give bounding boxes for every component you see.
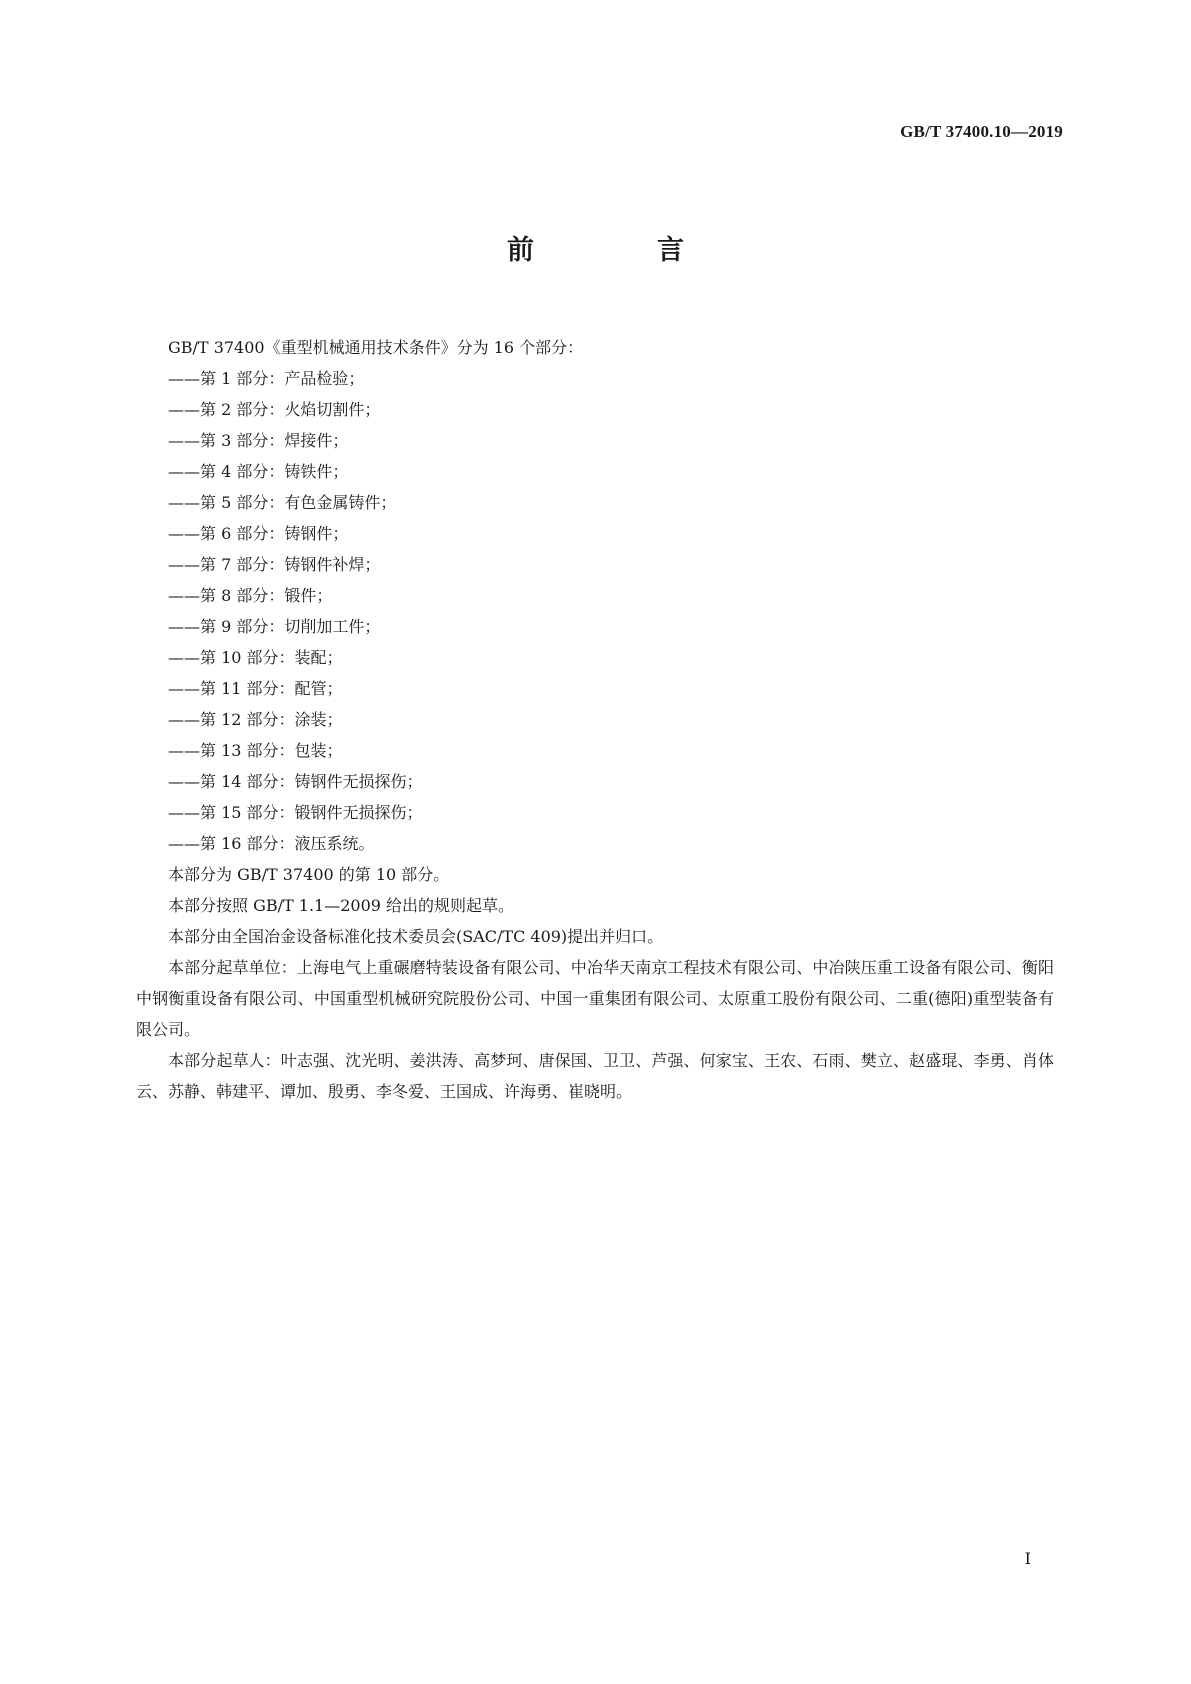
list-item: ——第 10 部分：装配； xyxy=(168,648,343,667)
list-item: ——第 5 部分：有色金属铸件； xyxy=(168,493,397,512)
page-number: I xyxy=(1024,1549,1031,1568)
document-body xyxy=(136,332,1054,1107)
intro-paragraph: GB/T 37400《重型机械通用技术条件》分为 16 个部分： xyxy=(168,338,584,357)
drafting-units-paragraph: 本部分起草单位：上海电气上重碾磨特装设备有限公司、中冶华天南京工程技术有限公司、中冶陕压重工设备有限公司、衡阳中钢衡重设备有限公司、中国重型机械研究院股份公司、中国一重集团有限公司、太原重工股份有限公司、二重(德阳)重型装备有限公司。 xyxy=(136,958,1054,1039)
list-item: ——第 9 部分：切削加工件； xyxy=(168,617,381,636)
list-item: ——第 7 部分：铸钢件补焊； xyxy=(168,555,381,574)
list-item: ——第 13 部分：包装； xyxy=(168,741,343,760)
list-item: ——第 12 部分：涂装； xyxy=(168,710,343,729)
list-item: ——第 14 部分：铸钢件无损探伤； xyxy=(168,772,423,791)
part-statement: 本部分为 GB/T 37400 的第 10 部分。 xyxy=(168,865,450,884)
list-item: ——第 3 部分：焊接件； xyxy=(168,431,349,450)
proposer-statement: 本部分由全国冶金设备标准化技术委员会(SAC/TC 409)提出并归口。 xyxy=(168,927,664,946)
parts-list xyxy=(136,363,1054,859)
list-item: ——第 15 部分：锻钢件无损探伤； xyxy=(168,803,423,822)
list-item: ——第 2 部分：火焰切割件； xyxy=(168,400,381,419)
list-item: ——第 6 部分：铸钢件； xyxy=(168,524,349,543)
page-title: 前 言 xyxy=(507,235,732,266)
drafters-paragraph: 本部分起草人：叶志强、沈光明、姜洪涛、高梦珂、唐保国、卫卫、芦强、何家宝、王农、石雨、樊立、赵盛琨、李勇、肖体云、苏静、韩建平、谭加、殷勇、李冬爱、王国成、许海勇、崔晓明。 xyxy=(136,1051,1054,1101)
list-item: ——第 8 部分：锻件； xyxy=(168,586,333,605)
list-item: ——第 1 部分：产品检验； xyxy=(168,369,365,388)
drafting-rules-statement: 本部分按照 GB/T 1.1—2009 给出的规则起草。 xyxy=(168,896,515,915)
list-item: ——第 4 部分：铸铁件； xyxy=(168,462,349,481)
standard-code: GB/T 37400.10—2019 xyxy=(900,122,1063,141)
list-item: ——第 11 部分：配管； xyxy=(168,679,343,698)
list-item: ——第 16 部分：液压系统。 xyxy=(168,834,375,853)
